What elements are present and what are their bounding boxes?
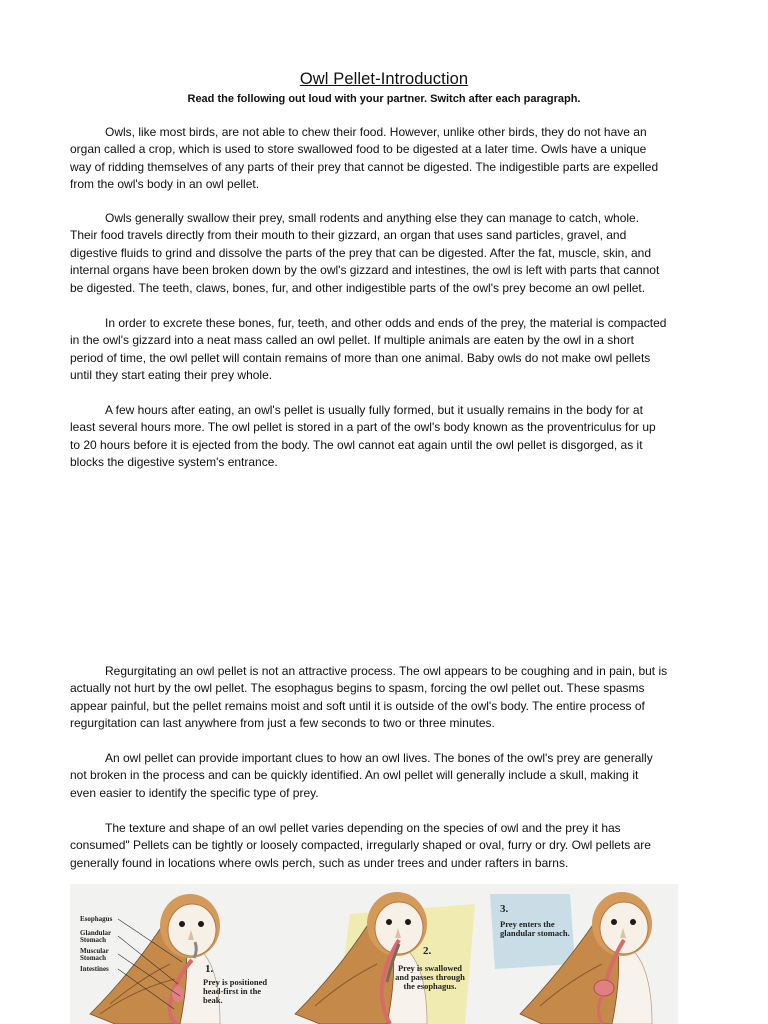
organ-label: Muscular Stomach xyxy=(80,947,109,963)
paragraph-line: Regurgitating an owl pellet is not an attractive process. The owl appears to be coughing and in pain, but is xyxy=(105,664,668,678)
paragraph-line: be digested. The teeth, claws, bones, fur, and other indigestible parts of the owl's prey become an owl pellet. xyxy=(70,280,646,295)
illustration-panel-1 xyxy=(70,884,275,1024)
paragraph xyxy=(70,124,710,194)
paragraph-line: even easier to identify the specific type of prey. xyxy=(70,785,319,800)
paragraph xyxy=(70,402,710,472)
paragraph-line: Owls, like most birds, are not able to chew their food. However, unlike other birds, they do not have an xyxy=(105,125,647,139)
paragraph-line: In order to excrete these bones, fur, teeth, and other odds and ends of the prey, the material is compacted xyxy=(105,316,667,330)
paragraph-line: digestive fluids to grind and dissolve the parts of the prey that can be digested. After the fat, muscle, skin, and xyxy=(70,245,652,260)
paragraph xyxy=(70,750,710,802)
paragraph-line: appear painful, but the pellet remains moist and soft until it is outside of the owl's body. The entire process of xyxy=(70,698,645,713)
paragraph-line: to 20 hours before it is ejected from the body. The owl cannot eat again until the owl pellet is disgorged, as it xyxy=(70,437,643,452)
paragraph-line: actually not hurt by the owl pellet. The esophagus begins to spasm, forcing the owl pellet out. These spasms xyxy=(70,681,645,696)
paragraph xyxy=(70,210,710,297)
paragraph-line: blocks the digestive system's entrance. xyxy=(70,455,278,470)
paragraph-line: not broken in the process and can be quickly identified. An owl pellet will generally include a skull, making it xyxy=(70,768,639,783)
paragraph-line: organ called a crop, which is used to store swallowed food to be digested at a later time. Owls have a unique xyxy=(70,142,647,157)
paragraph-line: An owl pellet can provide important clues to how an owl lives. The bones of the owl's prey are generally xyxy=(105,751,653,765)
paragraph-line: period of time, the owl pellet will contain remains of more than one animal. Baby owls do not make owl pellets xyxy=(70,350,651,365)
step-caption: Prey is swallowed and passes through the esophagus. xyxy=(395,963,465,991)
paragraph-line: regurgitation can last anywhere from just a few seconds to two or three minutes. xyxy=(70,716,495,731)
step-caption: Prey is positioned head-first in the beak. xyxy=(203,977,268,1005)
page-title: Owl Pellet-Introduction xyxy=(299,70,469,88)
organ-label: Glandular Stomach xyxy=(80,929,111,945)
paragraph-line: The texture and shape of an owl pellet varies depending on the species of owl and the prey it has xyxy=(105,821,621,835)
owl-drawing xyxy=(275,884,480,1024)
paragraph-line: consumed" Pellets can be tightly or loosely compacted, irregularly shaped or oval, furry or dry. Owl pellets are xyxy=(70,838,651,853)
paragraph-line: least several hours more. The owl pellet is stored in a part of the owl's body known as the proventriculus for up xyxy=(70,420,656,435)
paragraph-line: way of ridding themselves of any parts of their prey that cannot be digested. The indigestible parts are expelled xyxy=(70,159,659,174)
page-subtitle: Read the following out loud with your partner. Switch after each paragraph. xyxy=(187,93,581,105)
step-number: 1. xyxy=(205,963,214,975)
paragraph-line: A few hours after eating, an owl's pellet is usually fully formed, but it usually remains in the body for at xyxy=(105,403,643,417)
step-caption: Prey enters the glandular stomach. xyxy=(500,919,570,938)
organ-label: Esophagus xyxy=(80,915,113,923)
illustration-panel-2 xyxy=(275,884,480,1024)
paragraph-line: Owls generally swallow their prey, small rodents and anything else they can manage to catch, whole. xyxy=(105,211,640,225)
paragraph-line: generally found in locations where owls perch, such as under trees and under rafters in barns. xyxy=(70,855,569,870)
paragraph-line: until they start eating their prey whole. xyxy=(70,368,273,383)
paragraph-line: internal organs have been broken down by the owl's gizzard and intestines, the owl is left with parts that cannot xyxy=(70,263,660,278)
paragraph-line: Their food travels directly from their mouth to their gizzard, an organ that uses sand particles, gravel, and xyxy=(70,228,627,243)
illustration-panel-3 xyxy=(480,884,678,1024)
owl-digestion-illustration xyxy=(70,884,678,1024)
paragraph-line: from the owl's body in an owl pellet. xyxy=(70,177,260,192)
owl-drawing xyxy=(480,884,678,1024)
organ-label: Intestines xyxy=(80,965,109,973)
paragraph xyxy=(70,820,710,872)
paragraph xyxy=(70,663,710,733)
paragraph xyxy=(70,315,710,385)
paragraph-line: in the owl's gizzard into a neat mass called an owl pellet. If multiple animals are eaten by the owl in a short xyxy=(70,333,634,348)
step-number: 3. xyxy=(500,903,509,915)
step-number: 2. xyxy=(423,945,432,957)
